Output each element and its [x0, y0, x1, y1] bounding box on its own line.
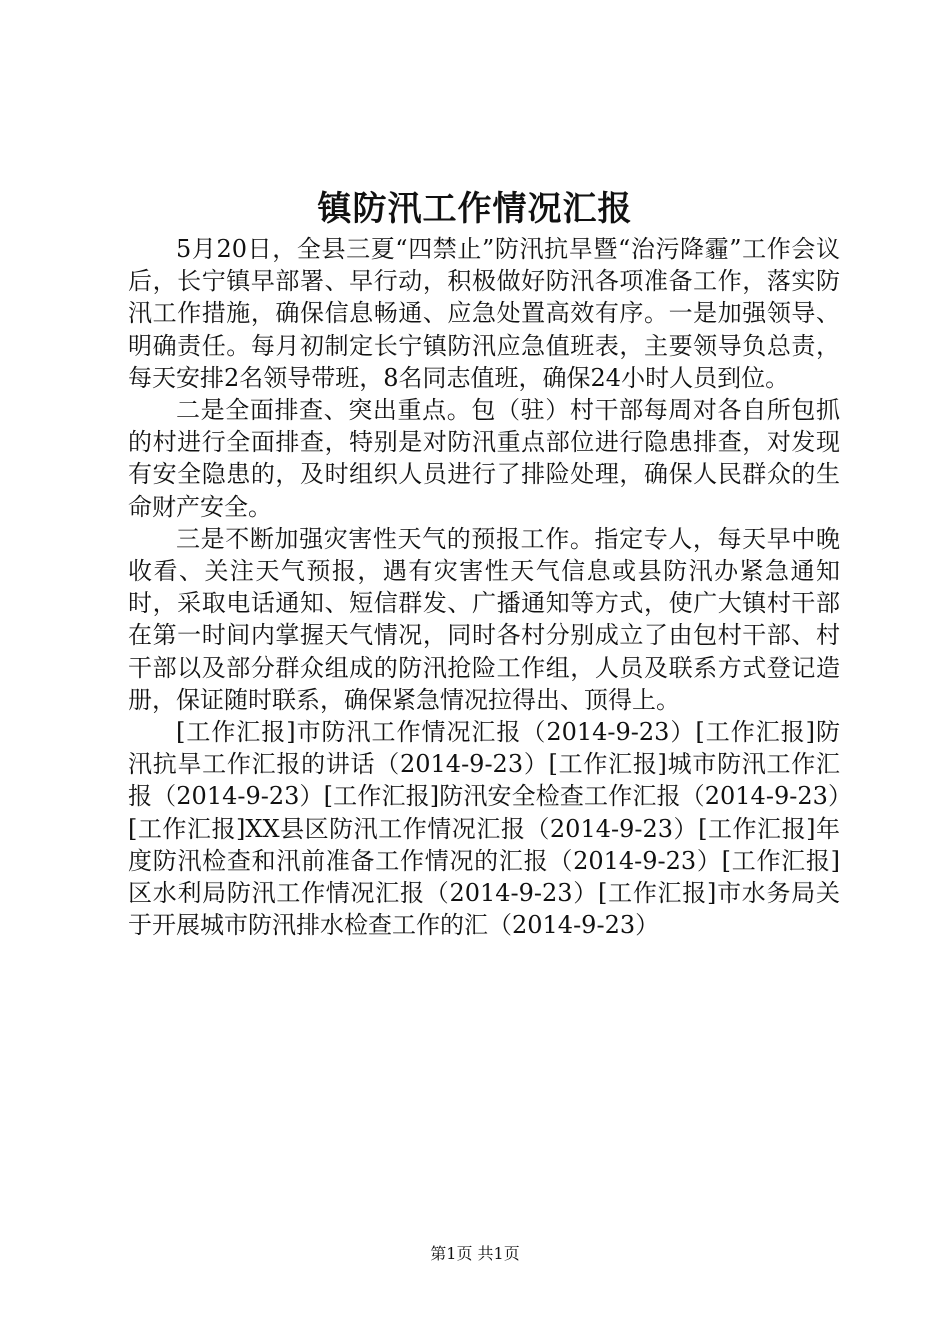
paragraph-inspection: 二是全面排查、突出重点。包（驻）村干部每周对各自所包抓的村进行全面排查，特别是对防汛重点部位进行隐患排查，对发现有安全隐患的，及时组织人员进行了排险处理，确保人民群众的生命财产安全。	[128, 396, 840, 521]
document-title: 镇防汛工作情况汇报	[317, 189, 633, 229]
document-body	[128, 233, 840, 941]
paragraph-related-reports: [工作汇报]市防汛工作情况汇报（2014-9-23）[工作汇报]防汛抗旱工作汇报的讲话（2014-9-23）[工作汇报]城市防汛工作汇报（2014-9-23）[工作汇报]防汛安全检查工作汇报（2014-9-23）[工作汇报]XX县区防汛工作情况汇报（2014-9-23）[工作汇报]年度防汛检查和汛前准备工作情况的汇报（2014-9-23）[工作汇报]区水利局防汛工作情况汇报（2014-9-23）[工作汇报]市水务局关于开展城市防汛排水检查工作的汇（2014-9-23）	[128, 718, 840, 940]
paragraph-intro: 5月20日，全县三夏“四禁止”防汛抗旱暨“治污降霾”工作会议后，长宁镇早部署、早行动，积极做好防汛各项准备工作，落实防汛工作措施，确保信息畅通、应急处置高效有序。一是加强领导、明确责任。每月初制定长宁镇防汛应急值班表，主要领导负总责，每天安排2名领导带班，8名同志值班，确保24小时人员到位。	[128, 235, 840, 392]
paragraph-weather-forecast: 三是不断加强灾害性天气的预报工作。指定专人，每天早中晚收看、关注天气预报，遇有灾害性天气信息或县防汛办紧急通知时，采取电话通知、短信群发、广播通知等方式，使广大镇村干部在第一时间内掌握天气情况，同时各村分别成立了由包村干部、村干部以及部分群众组成的防汛抢险工作组，人员及联系方式登记造册，保证随时联系，确保紧急情况拉得出、顶得上。	[128, 524, 840, 714]
page-footer: 第1页 共1页	[430, 1244, 520, 1263]
